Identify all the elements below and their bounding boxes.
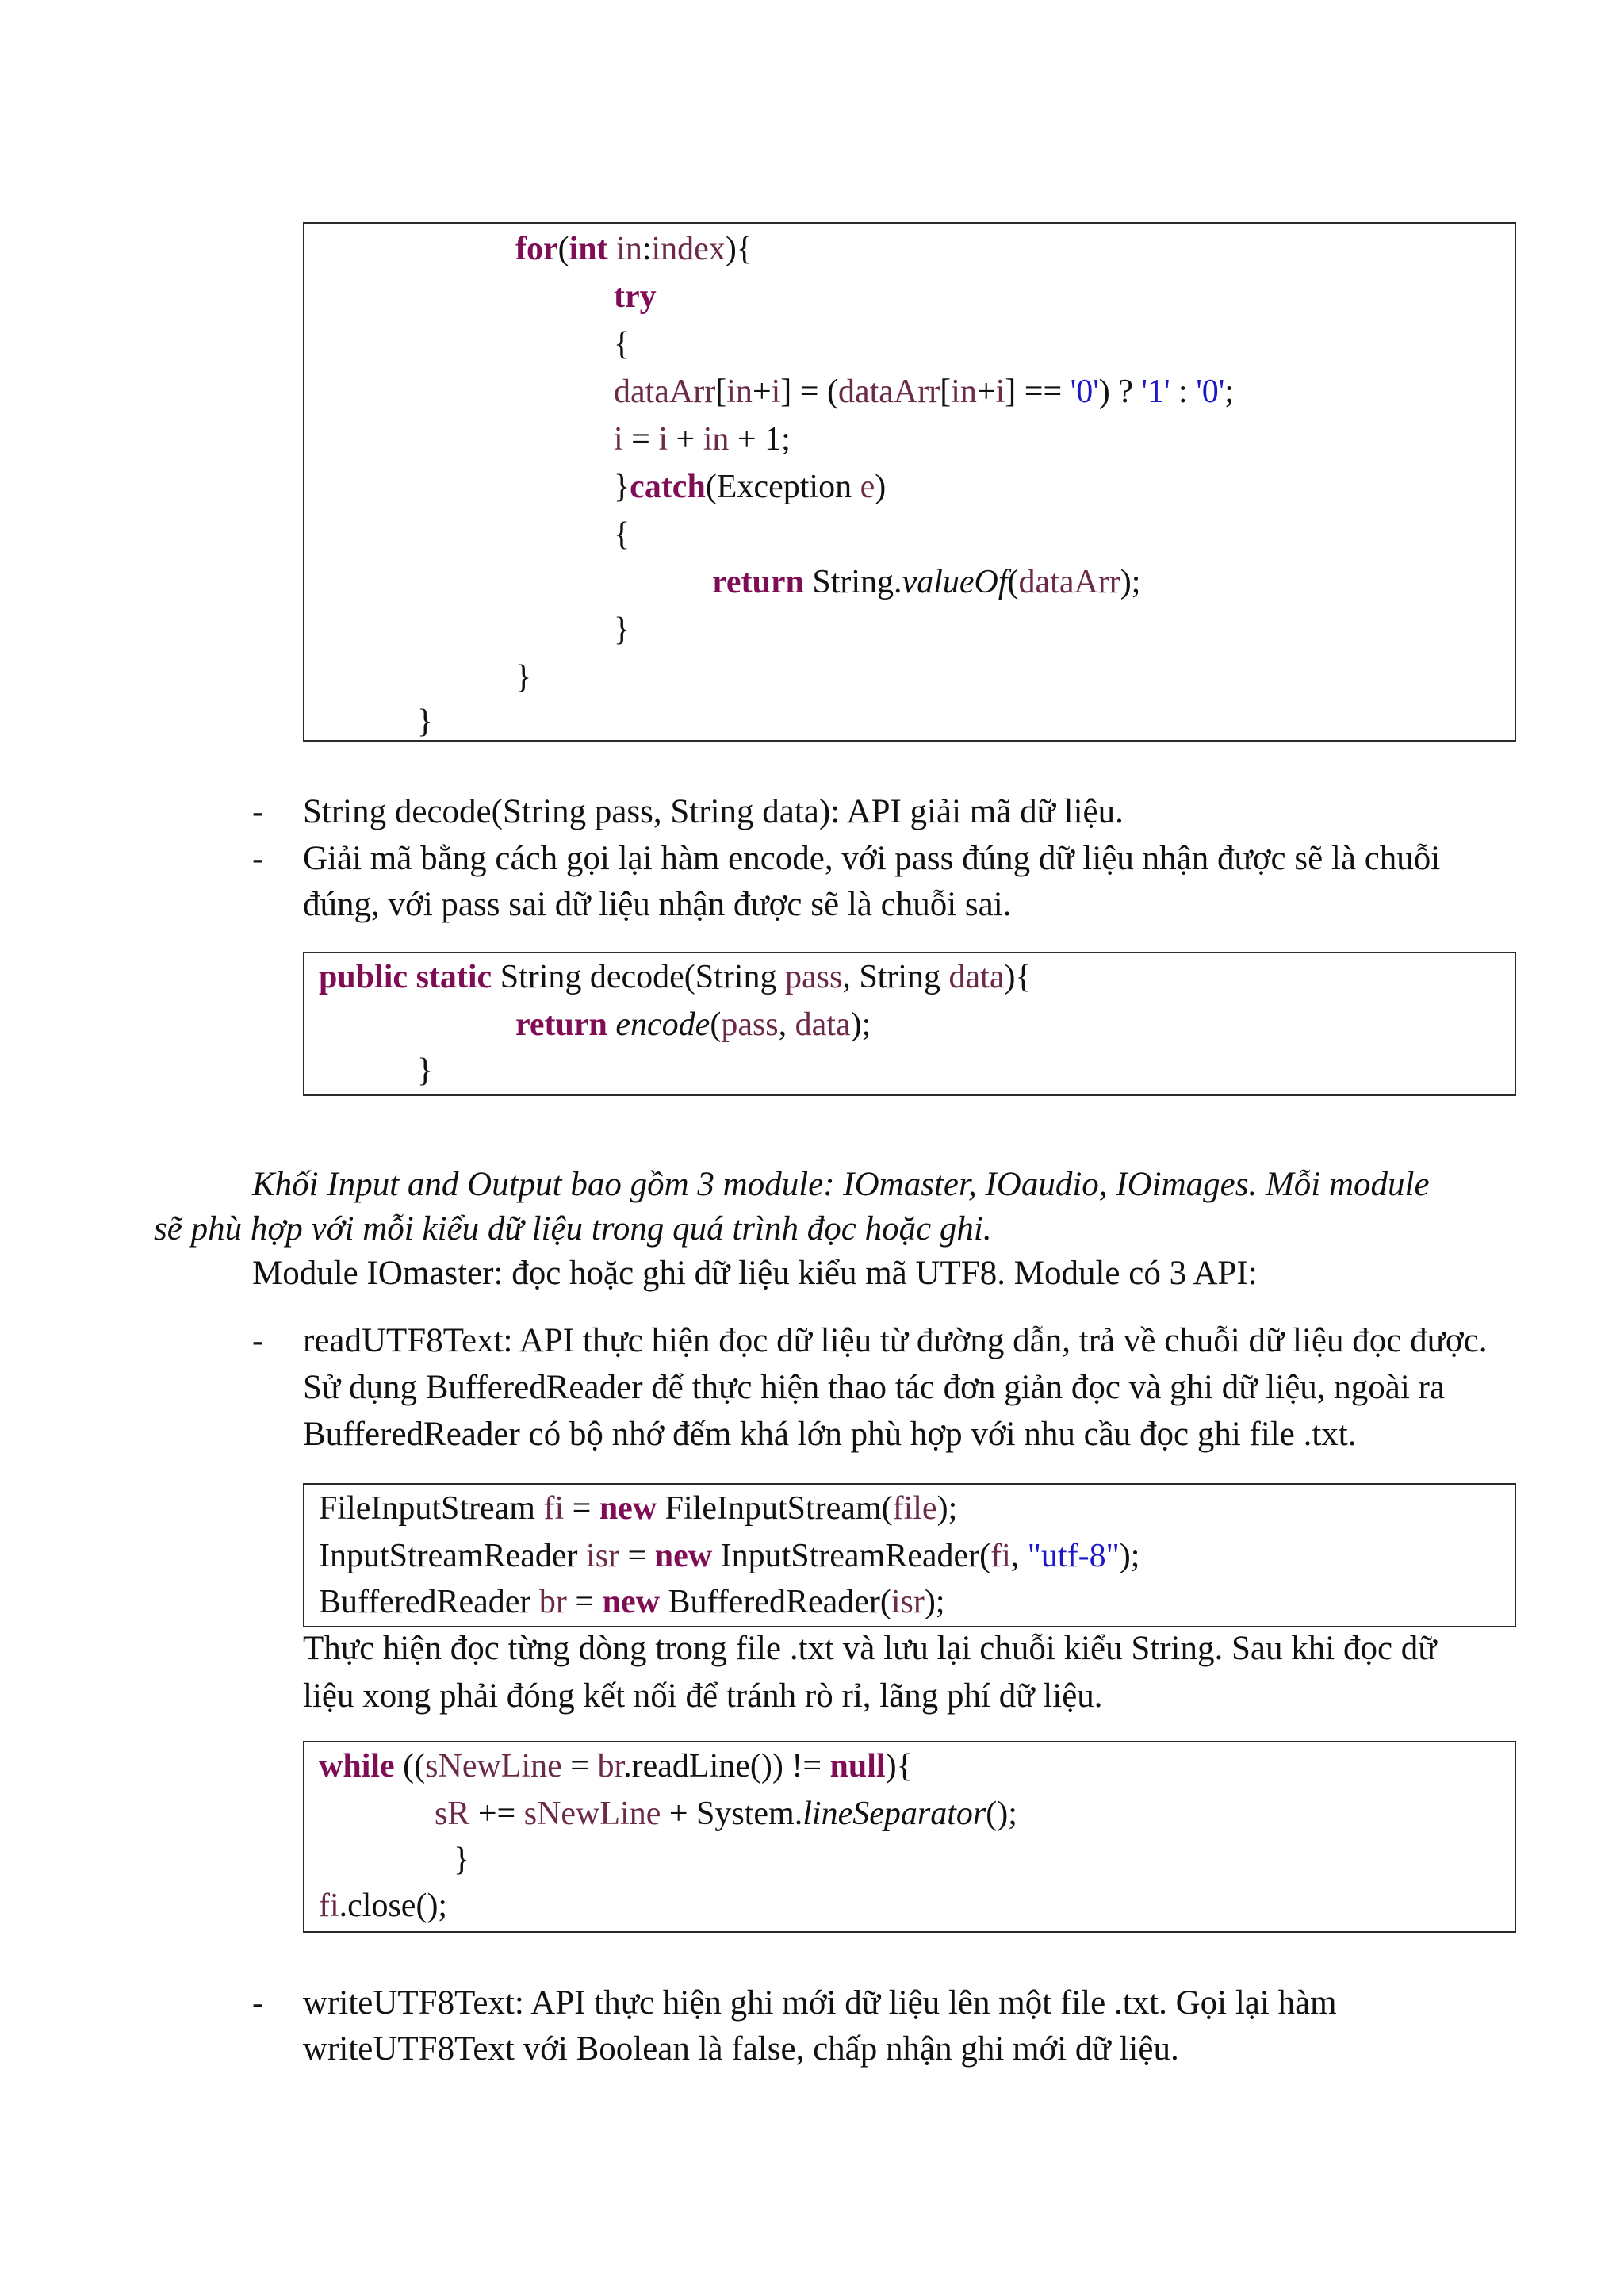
code-text: + bbox=[668, 421, 703, 458]
code-line bbox=[614, 463, 886, 511]
code-block-readers bbox=[303, 1483, 1516, 1627]
variable: isr bbox=[586, 1538, 620, 1574]
string-literal: "utf-8" bbox=[1027, 1538, 1120, 1574]
keyword: new bbox=[599, 1490, 657, 1527]
bullet-text: readUTF8Text: API thực hiện đọc dữ liệu từ đường dẫn, trả về chuỗi dữ liệu đọc được. bbox=[303, 1322, 1488, 1359]
code-text: .readLine()) != bbox=[623, 1748, 830, 1784]
code-line: } bbox=[515, 659, 532, 696]
code-text: : bbox=[642, 231, 652, 267]
variable: sR bbox=[435, 1796, 470, 1832]
code-line bbox=[712, 558, 1140, 606]
code-line bbox=[319, 1742, 913, 1790]
code-text: += bbox=[469, 1796, 524, 1832]
code-text: ; bbox=[1224, 374, 1235, 410]
variable: dataArr bbox=[837, 374, 940, 410]
keyword: int bbox=[569, 231, 608, 267]
keyword: for bbox=[515, 231, 558, 267]
code-text: ){ bbox=[885, 1748, 913, 1784]
variable: isr bbox=[891, 1584, 925, 1620]
code-text: } bbox=[614, 469, 630, 505]
keyword: new bbox=[654, 1538, 713, 1574]
code-text: , bbox=[1010, 1538, 1028, 1574]
code-text: InputStreamReader( bbox=[712, 1538, 991, 1574]
code-line bbox=[319, 1882, 447, 1930]
bullet-text: Giải mã bằng cách gọi lại hàm encode, với pass đúng dữ liệu nhận được sẽ là chuỗi bbox=[303, 840, 1441, 877]
code-line bbox=[319, 1532, 1139, 1580]
string-literal: '1' bbox=[1141, 374, 1170, 410]
code-text: + System. bbox=[661, 1796, 803, 1832]
variable: in bbox=[951, 374, 977, 410]
code-text: ); bbox=[1120, 564, 1141, 600]
code-text: (( bbox=[394, 1748, 426, 1784]
code-line bbox=[319, 953, 1032, 1001]
code-text: FileInputStream( bbox=[657, 1490, 893, 1527]
code-text: , String bbox=[842, 959, 949, 995]
code-line: } bbox=[417, 1052, 434, 1089]
bullet-dash: - bbox=[252, 1984, 264, 2022]
code-text: = bbox=[564, 1490, 599, 1527]
code-text: .close(); bbox=[339, 1888, 448, 1924]
code-text: String decode(String bbox=[492, 959, 785, 995]
bullet-dash: - bbox=[252, 840, 264, 877]
code-line bbox=[614, 273, 657, 320]
code-line bbox=[515, 1001, 871, 1048]
variable: pass bbox=[784, 959, 843, 995]
keyword: return bbox=[515, 1006, 607, 1043]
bullet-text: writeUTF8Text: API thực hiện ghi mới dữ liệu lên một file .txt. Gọi lại hàm bbox=[303, 1984, 1337, 2022]
code-line bbox=[435, 1790, 1017, 1838]
variable: e bbox=[860, 469, 875, 505]
method-name: lineSeparator bbox=[802, 1796, 986, 1832]
variable: fi bbox=[319, 1888, 339, 1924]
code-text: InputStreamReader bbox=[319, 1538, 587, 1574]
variable: sNewLine bbox=[523, 1796, 661, 1832]
method-name: encode bbox=[615, 1006, 710, 1043]
variable: file bbox=[892, 1490, 937, 1527]
code-line bbox=[614, 368, 1234, 416]
variable: br bbox=[597, 1748, 624, 1784]
variable: data bbox=[948, 959, 1005, 995]
variable: i bbox=[614, 421, 623, 458]
variable: dataArr bbox=[1018, 564, 1120, 600]
code-line bbox=[614, 416, 791, 463]
code-text: FileInputStream bbox=[319, 1490, 544, 1527]
bullet-text: Sử dụng BufferedReader để thực hiện thao tác đơn giản đọc và ghi dữ liệu, ngoài ra bbox=[303, 1369, 1445, 1406]
code-line: } bbox=[454, 1842, 470, 1878]
code-text: = bbox=[566, 1584, 603, 1620]
code-text bbox=[607, 1006, 616, 1043]
code-text: BufferedReader( bbox=[659, 1584, 891, 1620]
keyword: return bbox=[712, 564, 804, 600]
code-text: ) ? bbox=[1098, 374, 1142, 410]
code-text: ( bbox=[710, 1006, 722, 1043]
code-line bbox=[515, 225, 753, 273]
paragraph-text: liệu xong phải đóng kết nối để tránh rò rỉ, lãng phí dữ liệu. bbox=[303, 1677, 1103, 1715]
code-block-loop bbox=[303, 222, 1516, 742]
code-text: ){ bbox=[1004, 959, 1032, 995]
code-line: } bbox=[614, 611, 630, 648]
variable: i bbox=[771, 374, 781, 410]
code-line: } bbox=[417, 703, 434, 740]
code-text: = bbox=[561, 1748, 598, 1784]
code-text: : bbox=[1170, 374, 1197, 410]
variable: in bbox=[703, 421, 730, 458]
variable: i bbox=[995, 374, 1005, 410]
code-text: [ bbox=[715, 374, 727, 410]
code-text: ){ bbox=[725, 231, 753, 267]
variable: dataArr bbox=[614, 374, 716, 410]
code-line: { bbox=[614, 516, 630, 553]
bullet-text: String decode(String pass, String data): API giải mã dữ liệu. bbox=[303, 793, 1124, 830]
bullet-text: đúng, với pass sai dữ liệu nhận được sẽ là chuỗi sai. bbox=[303, 886, 1012, 923]
code-text: ( bbox=[557, 231, 569, 267]
code-text: + 1; bbox=[729, 421, 791, 458]
code-text: ); bbox=[1119, 1538, 1140, 1574]
code-text: , bbox=[778, 1006, 795, 1043]
code-text: (); bbox=[986, 1796, 1017, 1832]
code-text: = bbox=[622, 421, 659, 458]
code-text: ( bbox=[1007, 564, 1019, 600]
code-block-decode bbox=[303, 952, 1516, 1096]
code-line bbox=[319, 1485, 957, 1532]
keyword: public bbox=[319, 959, 408, 995]
keyword: null bbox=[829, 1748, 886, 1784]
code-text: + bbox=[752, 374, 772, 410]
code-text: ); bbox=[936, 1490, 958, 1527]
variable: br bbox=[538, 1584, 567, 1620]
string-literal: '0' bbox=[1196, 374, 1225, 410]
variable: fi bbox=[543, 1490, 565, 1527]
code-text: (Exception bbox=[705, 469, 860, 505]
string-literal: '0' bbox=[1070, 374, 1099, 410]
code-line: { bbox=[614, 326, 630, 362]
variable: fi bbox=[990, 1538, 1011, 1574]
paragraph-text: Thực hiện đọc từng dòng trong file .txt và lưu lại chuỗi kiểu String. Sau khi đọc dữ bbox=[303, 1630, 1437, 1667]
variable: index bbox=[651, 231, 726, 267]
keyword: static bbox=[416, 959, 492, 995]
code-text: ] = ( bbox=[780, 374, 838, 410]
keyword: while bbox=[319, 1748, 395, 1784]
keyword: try bbox=[614, 278, 657, 315]
method-name: valueOf bbox=[902, 564, 1008, 600]
paragraph-italic: Khối Input and Output bao gồm 3 module: IOmaster, IOaudio, IOimages. Mỗi module bbox=[252, 1166, 1430, 1203]
bullet-dash: - bbox=[252, 793, 264, 830]
bullet-dash: - bbox=[252, 1322, 264, 1359]
code-text: String. bbox=[803, 564, 902, 600]
variable: in bbox=[607, 231, 642, 267]
code-line bbox=[319, 1578, 945, 1626]
code-text: + bbox=[976, 374, 996, 410]
code-text: ] == bbox=[1005, 374, 1071, 410]
code-block-while bbox=[303, 1741, 1516, 1933]
variable: i bbox=[658, 421, 668, 458]
variable: data bbox=[795, 1006, 851, 1043]
code-text: ); bbox=[850, 1006, 871, 1043]
bullet-text: writeUTF8Text với Boolean là false, chấp nhận ghi mới dữ liệu. bbox=[303, 2030, 1179, 2068]
variable: in bbox=[726, 374, 753, 410]
keyword: new bbox=[602, 1584, 660, 1620]
code-text: = bbox=[619, 1538, 655, 1574]
code-text bbox=[408, 959, 416, 995]
bullet-text: BufferedReader có bộ nhớ đếm khá lớn phù hợp với nhu cầu đọc ghi file .txt. bbox=[303, 1416, 1357, 1453]
code-text: [ bbox=[940, 374, 952, 410]
code-text: ) bbox=[875, 469, 887, 505]
code-text: ); bbox=[924, 1584, 945, 1620]
paragraph-italic: sẽ phù hợp với mỗi kiểu dữ liệu trong quá trình đọc hoặc ghi. bbox=[154, 1210, 992, 1248]
code-text: BufferedReader bbox=[319, 1584, 539, 1620]
variable: pass bbox=[721, 1006, 779, 1043]
keyword: catch bbox=[630, 469, 706, 505]
variable: sNewLine bbox=[425, 1748, 562, 1784]
paragraph-text: Module IOmaster: đọc hoặc ghi dữ liệu kiểu mã UTF8. Module có 3 API: bbox=[252, 1255, 1258, 1292]
